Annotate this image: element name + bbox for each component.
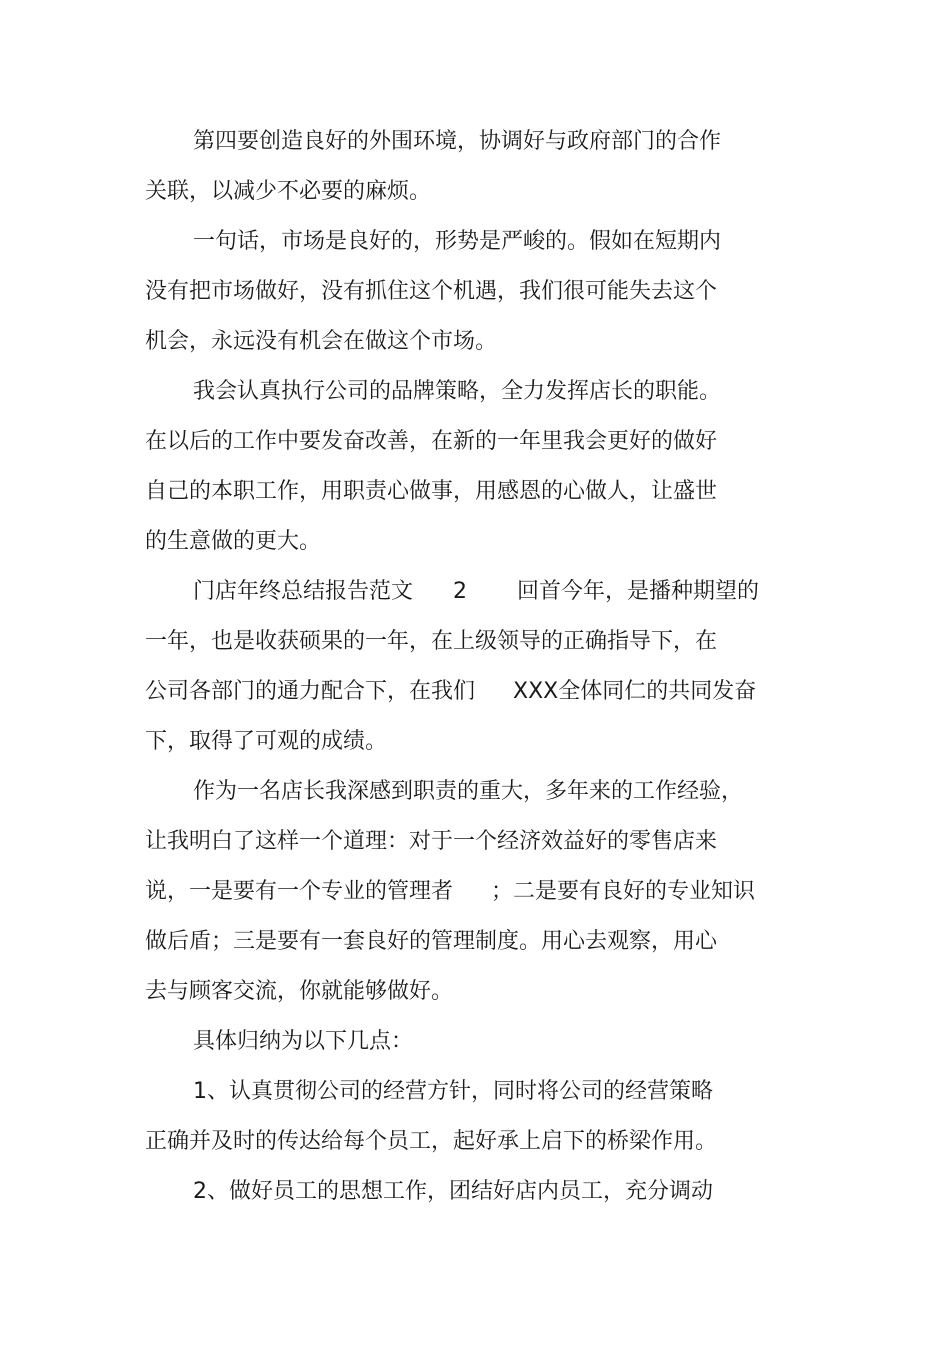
paragraph-line: 第四要创造良好的外围环境，协调好与政府部门的合作	[193, 129, 722, 154]
paragraph-line: 去与顾客交流，你就能够做好。	[145, 979, 454, 1004]
paragraph-text: 公司各部门的通力配合下，在我们	[145, 679, 476, 704]
paragraph-line: 正确并及时的传达给每个员工，起好承上启下的桥梁作用。	[145, 1129, 718, 1154]
paragraph-text: ；二是要有良好的专业知识	[491, 879, 756, 904]
paragraph-line	[193, 578, 759, 606]
paragraph-line: 机会，永远没有机会在做这个市场。	[145, 329, 498, 354]
section-number: 2	[453, 579, 468, 604]
paragraph-line: 没有把市场做好，没有抓住这个机遇，我们很可能失去这个	[145, 279, 718, 304]
paragraph-line: 关联，以减少不必要的麻烦。	[145, 179, 432, 204]
paragraph-line	[145, 678, 756, 706]
paragraph-line: 在以后的工作中要发奋改善，在新的一年里我会更好的做好	[145, 429, 718, 454]
paragraph-line: 一句话，市场是良好的，形势是严峻的。假如在短期内	[193, 229, 722, 254]
paragraph-text: 说，一是要有一个专业的管理者	[145, 879, 454, 904]
paragraph-line: 1、认真贯彻公司的经营方针，同时将公司的经营策略	[193, 1079, 713, 1104]
paragraph-line: 自己的本职工作，用职责心做事，用感恩的心做人，让盛世	[145, 479, 718, 504]
paragraph-line: 的生意做的更大。	[145, 529, 322, 554]
paragraph-line: 具体归纳为以下几点：	[193, 1029, 414, 1054]
paragraph-line: 让我明白了这样一个道理：对于一个经济效益好的零售店来	[145, 829, 718, 854]
paragraph-text: 回首今年，是播种期望的	[517, 579, 760, 604]
paragraph-line: 我会认真执行公司的品牌策略，全力发挥店长的职能。	[193, 379, 722, 404]
paragraph-line: 作为一名店长我深感到职责的重大，多年来的工作经验，	[193, 779, 744, 804]
paragraph-text: XXX全体同仁的共同发奋	[513, 679, 757, 704]
paragraph-line	[145, 878, 755, 906]
paragraph-line: 做后盾；三是要有一套良好的管理制度。用心去观察，用心	[145, 929, 718, 954]
section-heading: 门店年终总结报告范文	[193, 579, 414, 604]
paragraph-line: 一年，也是收获硕果的一年，在上级领导的正确指导下，在	[145, 629, 718, 654]
paragraph-line: 2、做好员工的思想工作，团结好店内员工，充分调动	[193, 1179, 713, 1204]
paragraph-line: 下，取得了可观的成绩。	[145, 729, 388, 754]
